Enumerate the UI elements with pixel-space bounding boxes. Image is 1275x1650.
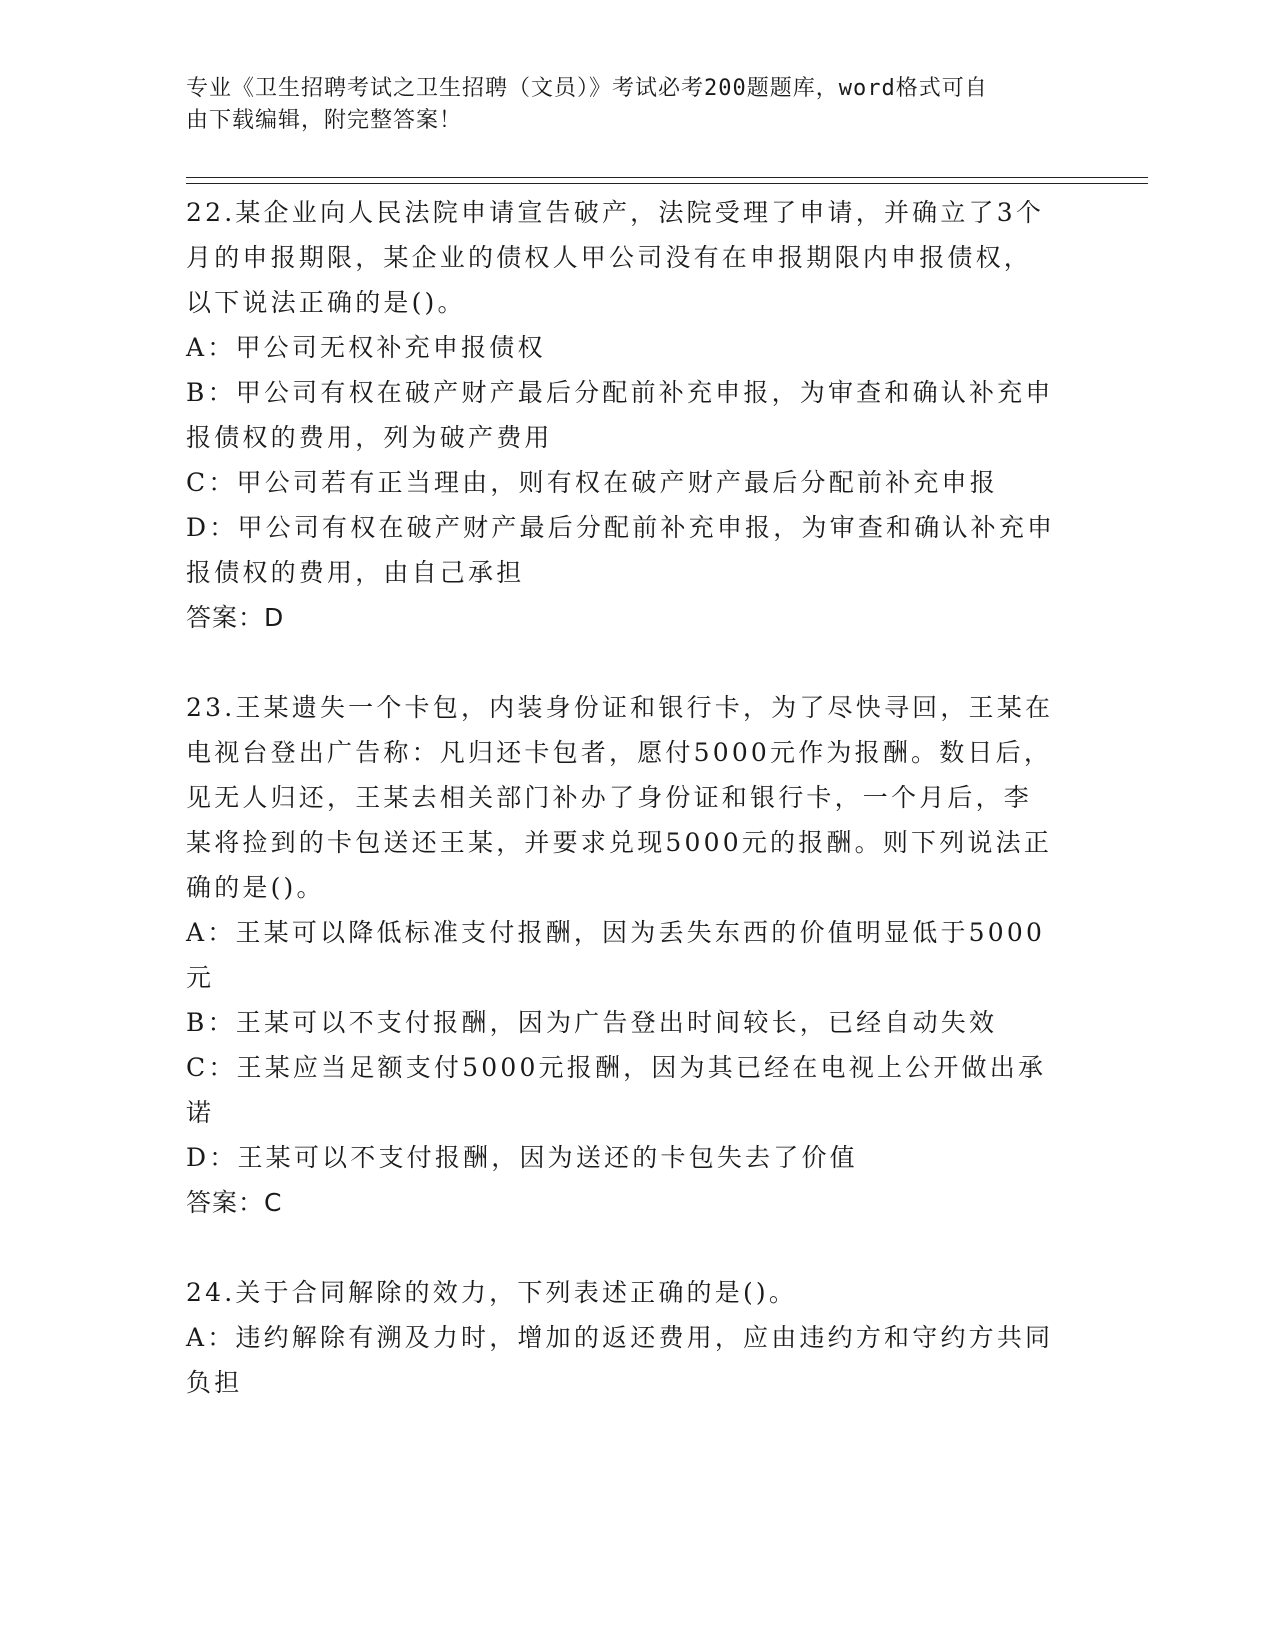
question-stem-line: 电视台登出广告称：凡归还卡包者，愿付5000元作为报酬。数日后， (186, 738, 1053, 767)
answer-label: 答案：D (186, 603, 285, 632)
option-d-continued: 报债权的费用，由自己承担 (186, 558, 525, 587)
question-spacer (186, 640, 1086, 685)
option-a: A：甲公司无权补充申报债权 (186, 333, 546, 362)
option-b-continued: 报债权的费用，列为破产费用 (186, 423, 553, 452)
answer-label: 答案：C (186, 1188, 283, 1217)
question-stem-line: 某将捡到的卡包送还王某，并要求兑现5000元的报酬。则下列说法正 (186, 828, 1053, 857)
question-spacer (186, 1225, 1086, 1270)
question-stem-line: 确的是()。 (186, 873, 325, 902)
option-a: A：违约解除有溯及力时，增加的返还费用，应由违约方和守约方共同 (186, 1323, 1054, 1352)
question-stem-line: 23.王某遗失一个卡包，内装身份证和银行卡，为了尽快寻回，王某在 (186, 693, 1054, 722)
header-rule-bottom (186, 183, 1148, 184)
option-c-continued: 诺 (186, 1098, 215, 1127)
option-c: C：甲公司若有正当理由，则有权在破产财产最后分配前补充申报 (186, 468, 998, 497)
question-stem-line: 见无人归还，王某去相关部门补办了身份证和银行卡，一个月后，李 (186, 783, 1033, 812)
header-rule-top (186, 177, 1148, 178)
option-d: D：甲公司有权在破产财产最后分配前补充申报，为审查和确认补充申 (186, 513, 1056, 542)
option-a: A：王某可以降低标准支付报酬，因为丢失东西的价值明显低于5000 (186, 918, 1046, 947)
option-a-continued: 元 (186, 963, 215, 992)
question-stem-line: 22.某企业向人民法院申请宣告破产，法院受理了申请，并确立了3个 (186, 198, 1045, 227)
question-stem-line: 月的申报期限，某企业的债权人甲公司没有在申报期限内申报债权， (186, 243, 1033, 272)
option-a-continued: 负担 (186, 1368, 243, 1397)
option-d: D：王某可以不支付报酬，因为送还的卡包失去了价值 (186, 1143, 858, 1172)
question-stem-line: 以下说法正确的是()。 (186, 288, 466, 317)
question-stem-line: 24.关于合同解除的效力，下列表述正确的是()。 (186, 1278, 798, 1307)
question-22 (186, 190, 1086, 640)
option-b: B：王某可以不支付报酬，因为广告登出时间较长，已经自动失效 (186, 1008, 998, 1037)
question-list (186, 190, 1086, 1405)
option-b: B：甲公司有权在破产财产最后分配前补充申报，为审查和确认补充申 (186, 378, 1054, 407)
document-header (186, 73, 1076, 137)
header-line-1: 专业《卫生招聘考试之卫生招聘（文员）》考试必考200题题库，word格式可自 (186, 76, 988, 101)
question-24 (186, 1270, 1086, 1405)
header-line-2: 由下载编辑，附完整答案！ (186, 108, 463, 133)
option-c: C：王某应当足额支付5000元报酬，因为其已经在电视上公开做出承 (186, 1053, 1047, 1082)
question-23 (186, 685, 1086, 1225)
